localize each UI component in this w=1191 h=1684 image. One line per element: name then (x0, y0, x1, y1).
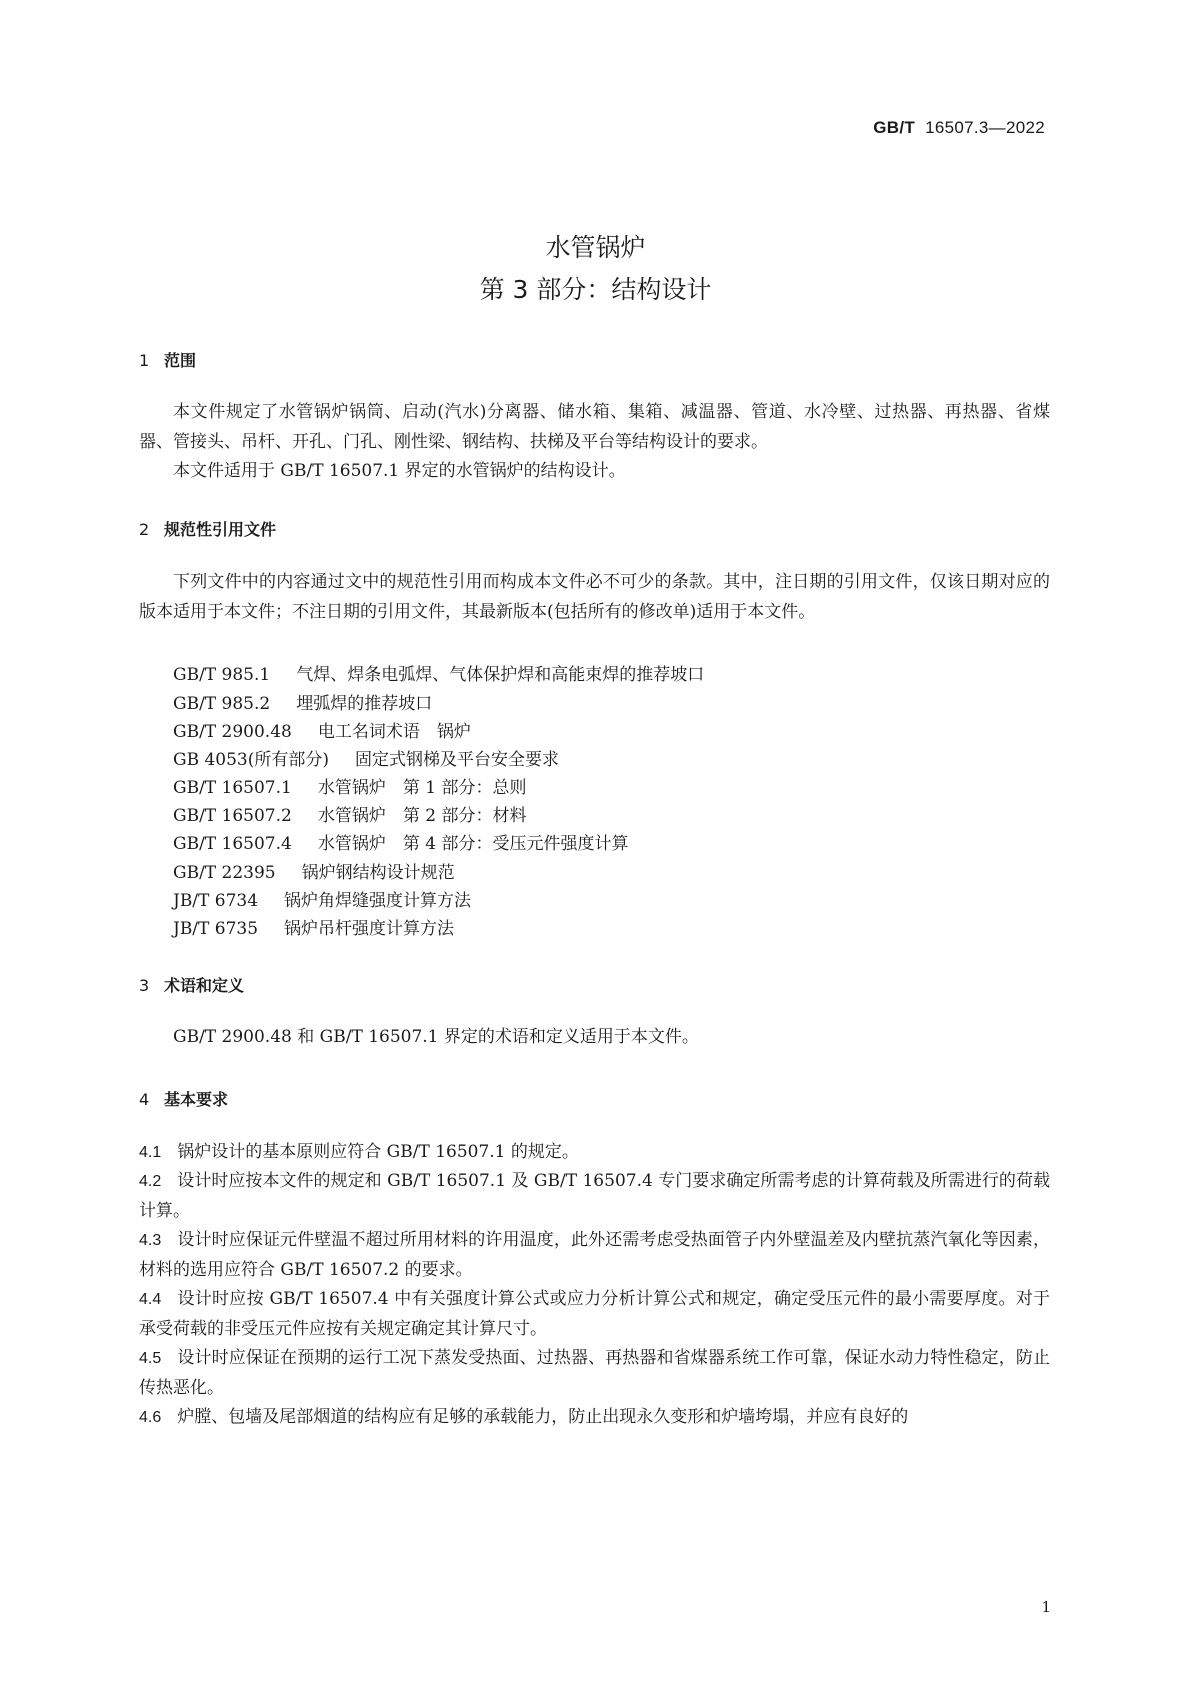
reference-title: 水管锅炉 第 2 部分：材料 (317, 806, 527, 826)
clause (139, 1138, 1050, 1168)
clause-number: 4.4 (139, 1291, 162, 1308)
section-number: 1 (139, 351, 150, 370)
clause-text: 设计时应按本文件的规定和 GB/T 16507.1 及 GB/T 16507.4 专门要求确定所需考虑的计算荷载及所需进行的荷载计算。 (139, 1171, 1050, 1221)
reference-item (173, 858, 455, 883)
paragraph: 下列文件中的内容通过文中的规范性引用而构成本文件必不可少的条款。其中，注日期的引用文件，仅该日期对应的版本适用于本文件；不注日期的引用文件，其最新版本(包括所有的修改单)适用于本文件。 (139, 572, 1050, 622)
section-number: 3 (139, 976, 150, 995)
reference-title: 水管锅炉 第 1 部分：总则 (317, 778, 527, 798)
reference-item (173, 773, 526, 798)
section-number: 4 (139, 1090, 150, 1109)
clause-text: 设计时应按 GB/T 16507.4 中有关强度计算公式或应力分析计算公式和规定，确定受压元件的最小需要厚度。对于承受荷载的非受压元件应按有关规定确定其计算尺寸。 (139, 1289, 1050, 1339)
reference-item (173, 829, 628, 854)
clause (139, 1403, 1050, 1433)
section-title: 范围 (164, 351, 197, 370)
reference-item (173, 717, 471, 742)
reference-item (173, 801, 526, 826)
reference-title: 水管锅炉 第 4 部分：受压元件强度计算 (317, 834, 629, 854)
section-title: 规范性引用文件 (164, 520, 277, 539)
standard-prefix: GB/T (873, 118, 916, 137)
paragraph: 本文件规定了水管锅炉锅筒、启动(汽水)分离器、储水箱、集箱、减温器、管道、水冷壁、过热器、再热器、省煤器、管接头、吊杆、开孔、门孔、刚性梁、钢结构、扶梯及平台等结构设计的要求。 (139, 402, 1050, 452)
section-heading (139, 1087, 228, 1110)
paragraph: GB/T 2900.48 和 GB/T 16507.1 界定的术语和定义适用于本文件。 (173, 1027, 699, 1047)
reference-code: GB 4053(所有部分) (173, 750, 330, 770)
section-number: 2 (139, 520, 150, 539)
document-title: 水管锅炉 (545, 233, 646, 262)
reference-code: GB/T 985.2 (173, 694, 271, 714)
clause-number: 4.5 (139, 1350, 162, 1367)
paragraph: 本文件适用于 GB/T 16507.1 界定的水管锅炉的结构设计。 (173, 461, 626, 481)
clause (139, 1226, 1050, 1285)
section-title: 术语和定义 (164, 976, 245, 995)
reference-code: GB/T 16507.4 (173, 834, 292, 854)
page-number: 1 (1041, 1598, 1051, 1616)
section-heading (139, 517, 276, 540)
clause (139, 1285, 1050, 1344)
clause (139, 1167, 1050, 1226)
section-heading (139, 348, 196, 371)
reference-item (173, 886, 471, 911)
reference-code: GB/T 2900.48 (173, 722, 292, 742)
reference-code: GB/T 16507.2 (173, 806, 292, 826)
reference-title: 埋弧焊的推荐坡口 (296, 694, 433, 714)
reference-code: JB/T 6735 (173, 919, 259, 939)
reference-title: 气焊、焊条电弧焊、气体保护焊和高能束焊的推荐坡口 (296, 665, 705, 685)
reference-title: 锅炉角焊缝强度计算方法 (284, 891, 472, 911)
reference-code: GB/T 985.1 (173, 665, 271, 685)
document-subtitle: 第 3 部分：结构设计 (479, 275, 712, 304)
reference-code: GB/T 16507.1 (173, 778, 292, 798)
reference-item (173, 745, 559, 770)
reference-code: JB/T 6734 (173, 891, 259, 911)
reference-item (173, 689, 432, 714)
clause-text: 炉膛、包墙及尾部烟道的结构应有足够的承载能力，防止出现永久变形和炉墙垮塌，并应有良好的 (177, 1407, 909, 1427)
clause-number: 4.3 (139, 1232, 162, 1249)
clause-text: 设计时应保证元件壁温不超过所用材料的许用温度，此外还需考虑受热面管子内外壁温差及内壁抗蒸汽氧化等因素，材料的选用应符合 GB/T 16507.2 的要求。 (139, 1230, 1050, 1280)
reference-title: 锅炉吊杆强度计算方法 (284, 919, 455, 939)
standard-code: 16507.3—2022 (925, 118, 1045, 137)
reference-code: GB/T 22395 (173, 863, 276, 883)
section-heading (139, 973, 244, 996)
section-title: 基本要求 (164, 1090, 229, 1109)
clause-number: 4.6 (139, 1409, 162, 1426)
reference-title: 固定式钢梯及平台安全要求 (355, 750, 560, 770)
clause-number: 4.2 (139, 1173, 162, 1190)
clause-text: 锅炉设计的基本原则应符合 GB/T 16507.1 的规定。 (177, 1142, 579, 1162)
clause (139, 1344, 1050, 1403)
reference-item (173, 660, 704, 685)
clause-text: 设计时应保证在预期的运行工况下蒸发受热面、过热器、再热器和省煤器系统工作可靠，保证水动力特性稳定，防止传热恶化。 (139, 1348, 1050, 1398)
reference-title: 锅炉钢结构设计规范 (301, 863, 455, 883)
reference-title: 电工名词术语 锅炉 (317, 722, 471, 742)
standard-number (873, 118, 1045, 138)
reference-item (173, 914, 454, 939)
clause-number: 4.1 (139, 1144, 162, 1161)
